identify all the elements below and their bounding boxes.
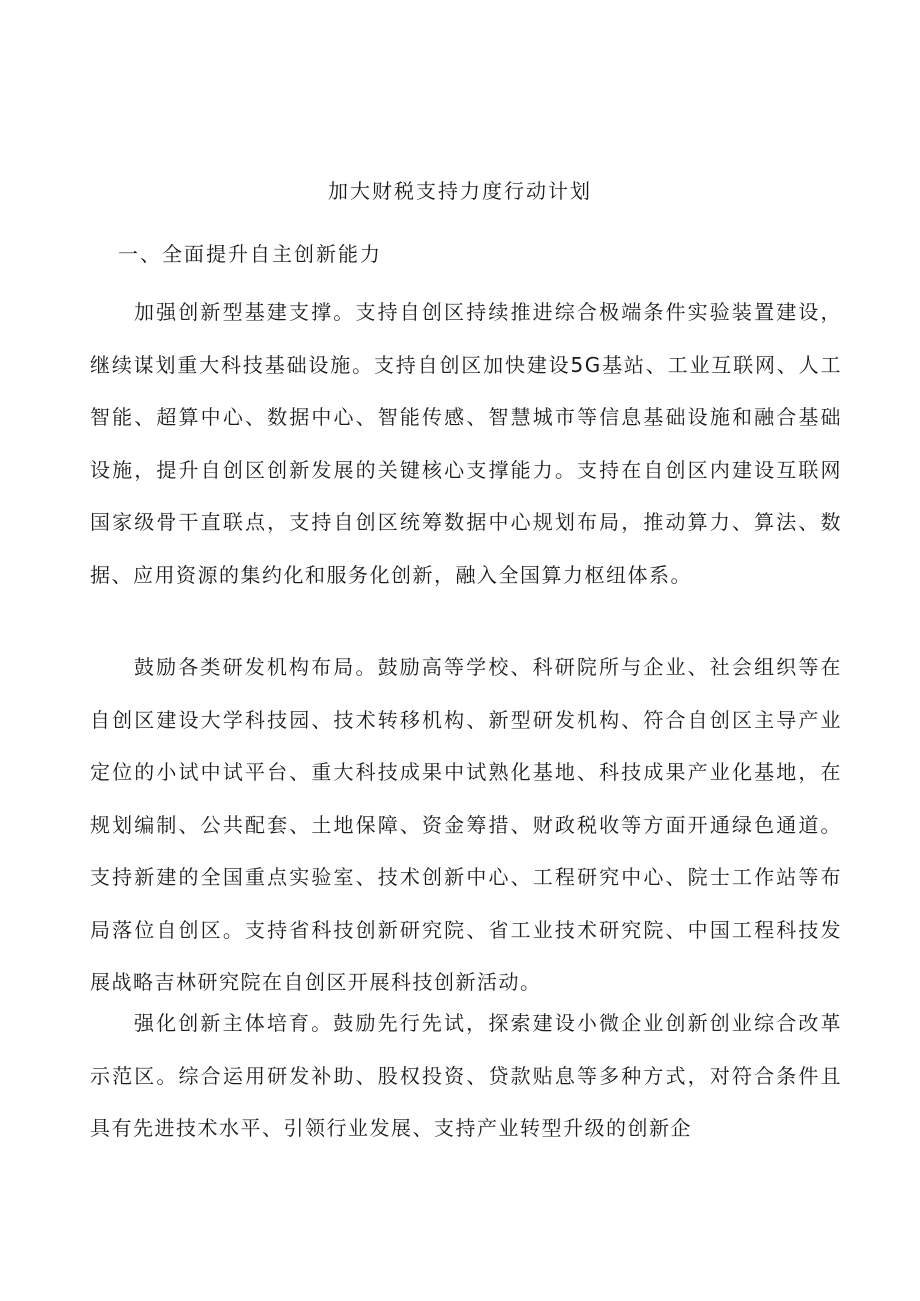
section-heading: 一、全面提升自主创新能力 (118, 242, 382, 266)
document-title: 加大财税支持力度行动计划 (328, 179, 592, 203)
paragraph-infrastructure: 加强创新型基建支撑。支持自创区持续推进综合极端条件实验装置建设，继续谋划重大科技基础设施。支持自创区加快建设5G基站、工业互联网、人工智能、超算中心、数据中心、智能传感、智慧城市等信息基础设施和融合基础设施，提升自创区创新发展的关键核心支撑能力。支持在自创区内建设互联网国家级骨干直联点，支持自创区统筹数据中心规划布局，推动算力、算法、数据、应用资源的集约化和服务化创新，融入全国算力枢纽体系。 (90, 300, 842, 587)
paragraph-research-institutions: 鼓励各类研发机构布局。鼓励高等学校、科研院所与企业、社会组织等在自创区建设大学科技园、技术转移机构、新型研发机构、符合自创区主导产业定位的小试中试平台、重大科技成果中试熟化基地、科技成果产业化基地，在规划编制、公共配套、土地保障、资金筹措、财政税收等方面开通绿色通道。支持新建的全国重点实验室、技术创新中心、工程研究中心、院士工作站等布局落位自创区。支持省科技创新研究院、省工业技术研究院、中国工程科技发展战略吉林研究院在自创区开展科技创新活动。 (90, 655, 842, 994)
paragraph-innovation-entities: 强化创新主体培育。鼓励先行先试，探索建设小微企业创新创业综合改革示范区。综合运用研发补助、股权投资、贷款贴息等多种方式，对符合条件且具有先进技术水平、引领行业发展、支持产业转型升级的创新企 (90, 1011, 842, 1140)
